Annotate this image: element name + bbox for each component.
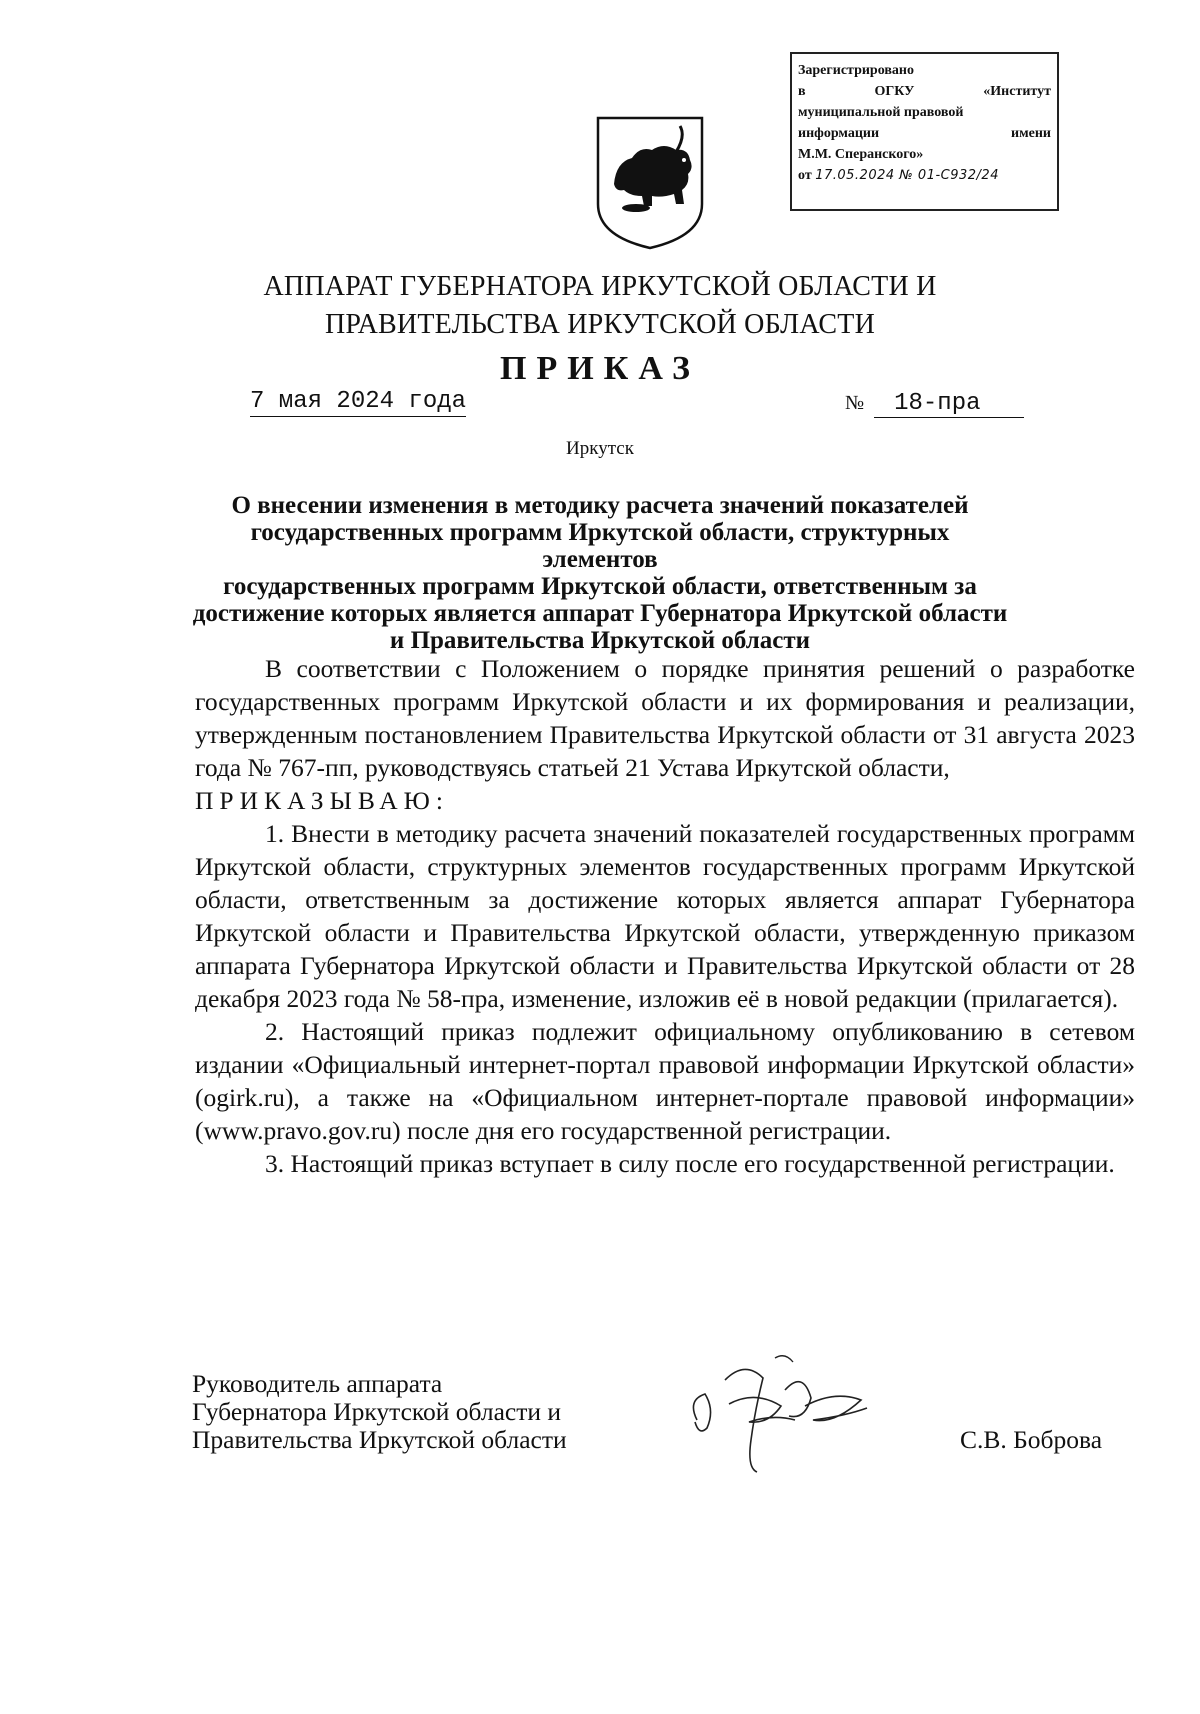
organization-title (150, 268, 1050, 344)
stamp-word: «Институт (983, 84, 1051, 99)
stamp-word: информации (798, 126, 880, 141)
position-line-2: Губернатора Иркутской области и (192, 1397, 562, 1426)
stamp-line-5: М.М. Сперанского» (798, 147, 924, 162)
stamp-line-4 (798, 123, 1051, 144)
item-3-paragraph: 3. Настоящий приказ вступает в силу после его государственной регистрации. (265, 1149, 1115, 1178)
stamp-word: имени (1011, 126, 1051, 141)
stamp-line-2 (798, 81, 1051, 102)
subject-line-2: государственных программ Иркутской области, структурных элементов (250, 519, 950, 573)
stamp-date-prefix: от (798, 168, 812, 183)
item-2-paragraph: 2. Настоящий приказ подлежит официальному опубликованию в сетевом издании «Официальный интернет-портал правовой информации Иркутской области» (ogirk.ru), а также на «Официальном интернет-портале правовой информации» (www.pravo.gov.ru) после дня его государственной регистрации. (195, 1017, 1135, 1145)
signatory-name: С.В. Боброва (960, 1425, 1103, 1454)
coat-of-arms-icon (590, 112, 710, 252)
org-title-line-1: АППАРАТ ГУБЕРНАТОРА ИРКУТСКОЙ ОБЛАСТИ И (263, 271, 937, 302)
document-type: ПРИКАЗ (500, 350, 700, 387)
position-line-3: Правительства Иркутской области (192, 1425, 567, 1454)
subject-line-4: достижение которых является аппарат Губернатора Иркутской области (192, 600, 1008, 627)
number-sign: № (845, 392, 865, 414)
signatory-position (192, 1370, 567, 1454)
order-word: ПРИКАЗЫВАЮ: (195, 786, 449, 815)
org-title-line-2: ПРАВИТЕЛЬСТВА ИРКУТСКОЙ ОБЛАСТИ (325, 309, 875, 340)
document-body (195, 652, 1135, 1180)
document-date (250, 388, 466, 415)
stamp-line-1: Зарегистрировано (798, 63, 914, 78)
stamp-line-6 (798, 165, 1051, 186)
stamp-line-3: муниципальной правовой (798, 105, 964, 120)
number-value: 18-пра (874, 390, 1024, 418)
stamp-handwritten-date-number: 17.05.2024 № 01-С932/24 (815, 168, 999, 183)
stamp-word: ОГКУ (874, 84, 915, 99)
handwritten-signature (685, 1350, 875, 1480)
city: Иркутск (566, 438, 634, 459)
position-line-1: Руководитель аппарата (192, 1369, 443, 1398)
document-subject (190, 492, 1010, 654)
preamble-paragraph: В соответствии с Положением о порядке принятия решений о разработке государственных программ Иркутской области и их формирования и реализации, утвержденным постановлением Правительства Иркутской области от 31 августа 2023 года № 767-пп, руководствуясь статьей 21 Устава Иркутской области, (195, 654, 1135, 782)
item-1-paragraph: 1. Внести в методику расчета значений показателей государственных программ Иркутской области, структурных элементов государственных программ Иркутской области, ответственным за достижение которых является аппарат Губернатора Иркутской области и Правительства Иркутской области, утвержденную приказом аппарата Губернатора Иркутской области и Правительства Иркутской области от 28 декабря 2023 года № 58-пра, изменение, изложив её в новой редакции (прилагается). (195, 819, 1135, 1013)
stamp-word: в (798, 84, 806, 99)
date-value: 7 мая 2024 года (250, 388, 467, 415)
subject-line-1: О внесении изменения в методику расчета значений показателей (231, 492, 969, 519)
subject-line-5: и Правительства Иркутской области (389, 627, 811, 654)
subject-line-3: государственных программ Иркутской области, ответственным за (223, 573, 977, 600)
document-number (845, 390, 1024, 418)
registration-stamp (790, 52, 1059, 211)
